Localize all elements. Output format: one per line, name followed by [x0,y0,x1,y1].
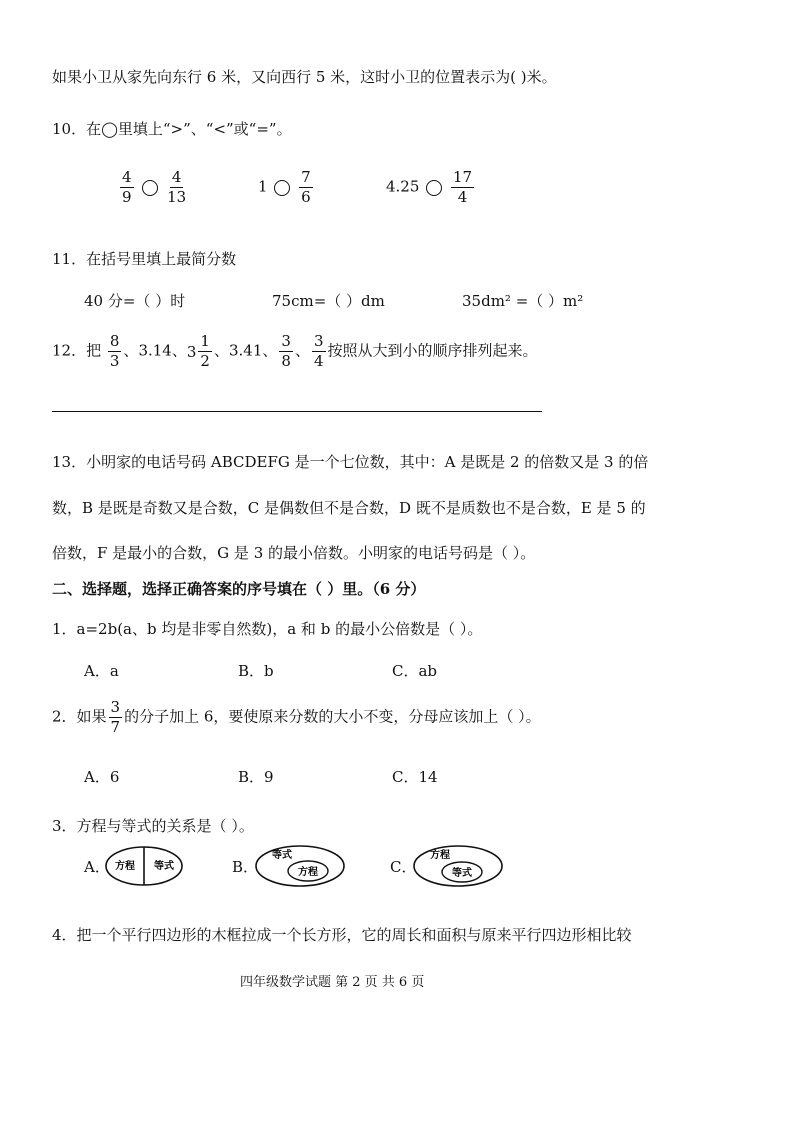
fraction-3-4: $\frac{3}{4}$ [313,332,324,370]
q11-item-1: 40 分=（ ）时 [84,292,186,310]
section-2-title: 二、选择题，选择正确答案的序号填在（ ）里。（6 分） [52,580,426,598]
compare-circle[interactable] [142,180,158,196]
choice-1-option-b[interactable]: B．b [238,662,274,680]
choice-2-option-b[interactable]: B．9 [238,768,274,786]
choice-2-question: 2．如果 $\frac{3}{7}$ 的分子加上 6，要使原来分数的大小不变，分母应该加上（ ）。 [52,698,541,736]
compare-circle[interactable] [426,180,442,196]
venn-a-left-label: 方程 [115,861,135,872]
venn-b-diagram[interactable] [254,844,346,888]
choice-1-option-c[interactable]: C．ab [392,662,438,680]
q11-item-2: 75cm=（ ）dm [272,292,385,310]
fraction: $\frac{7}{6}$ [301,168,311,206]
choice-1-option-a[interactable]: A．a [84,662,119,680]
venn-a-diagram[interactable] [104,845,184,887]
q10-item-1 [118,170,188,205]
venn-b-outer-label: 等式 [272,850,292,861]
mixed-number-3-1-2: 3 $\frac{1}{2}$ [186,332,210,370]
choice-2-option-a[interactable]: A．6 [84,768,120,786]
venn-c-outer-label: 方程 [430,850,450,861]
q10-item-3: 4.25 $\frac{17}{4}$ [386,168,473,206]
q10-item-2: 1 $\frac{7}{6}$ [258,168,311,206]
choice-1-question: 1．a=2b(a、b 均是非零自然数)，a 和 b 的最小公倍数是（ ）。 [52,620,483,638]
q10-title: 10．在◯里填上“>”、“<”或“=”。 [52,120,292,138]
compare-circle[interactable] [274,180,290,196]
choice-3-option-c-label[interactable]: C． [390,858,417,876]
q11-title: 11．在括号里填上最简分数 [52,250,237,268]
q12-line: 12．把 $\frac{8}{3}$ 、3.14、3 $\frac{1}{2}$ 、3.41、 $\frac{3}{8}$ 、 $\frac{3}{4}$ 按照从大到小的顺序排列起来。 [52,332,538,370]
fraction: $\frac{17}{4}$ [452,168,473,206]
choice-4-question: 4．把一个平行四边形的木框拉成一个长方形，它的周长和面积与原来平行四边形相比较 [52,926,632,944]
choice-3-option-a-label[interactable]: A． [84,858,110,876]
choice-3-question: 3．方程与等式的关系是（ ）。 [52,817,254,835]
venn-a-right-label: 等式 [154,861,174,872]
answer-line [52,411,542,412]
choice-2-option-c[interactable]: C．14 [392,768,438,786]
fraction: $\frac{4}{13}$ [167,168,187,206]
fraction-3-8: $\frac{3}{8}$ [281,332,291,370]
venn-c-inner-label: 等式 [452,868,472,879]
venn-b-inner-label: 方程 [298,867,318,878]
choice-3-option-b-label[interactable]: B． [232,858,259,876]
q11-item-3: 35dm² =（ ）m² [462,292,584,310]
q13-line-2: 数，B 是既是奇数又是合数，C 是偶数但不是合数，D 既不是质数也不是合数，E 是 5 的 [52,499,646,517]
q9-tail: 如果小卫从家先向东行 6 米，又向西行 5 米，这时小卫的位置表示为( )米。 [52,68,557,86]
fraction-8-3: $\frac{8}{3}$ [109,332,120,370]
q13-line-1: 13．小明家的电话号码 ABCDEFG 是一个七位数，其中：A 是既是 2 的倍数又是 3 的倍 [52,453,649,471]
venn-c-diagram[interactable] [412,844,504,888]
fraction: $\frac{3}{7}$ [110,698,121,736]
page-footer: 四年级数学试题 第 2 页 共 6 页 [240,975,425,990]
q13-line-3: 倍数，F 是最小的合数，G 是 3 的最小倍数。小明家的电话号码是（ ）。 [52,544,536,562]
fraction: $\frac{4}{9}$ [122,168,132,206]
